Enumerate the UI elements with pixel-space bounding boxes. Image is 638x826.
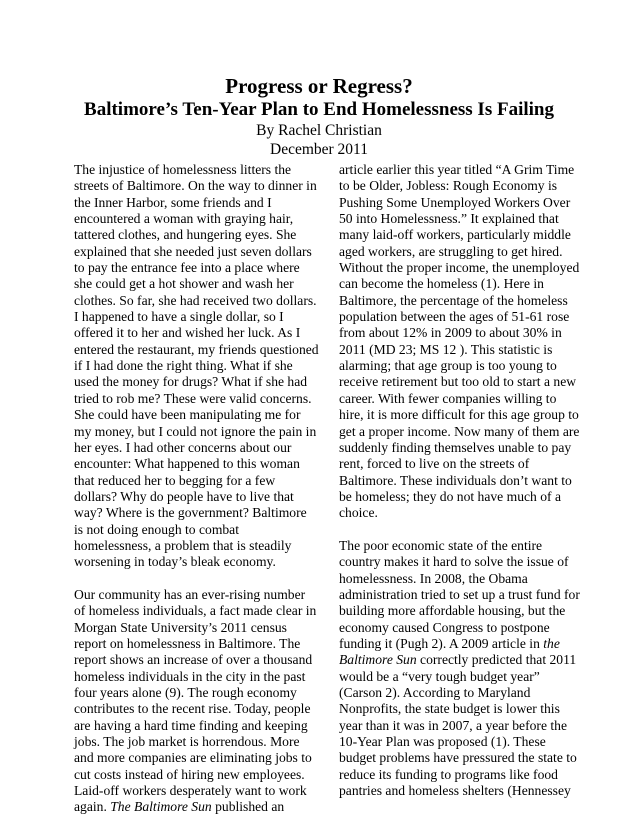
text-line: Laid-off workers desperately want to work — [74, 783, 307, 799]
text-line: 10-Year Plan was proposed (1). These — [339, 734, 546, 750]
text-line: entered the restaurant, my friends questioned — [74, 341, 319, 357]
text-line: building more affordable housing, but the — [339, 603, 566, 619]
text-line: Morgan State University’s 2011 census — [74, 619, 287, 635]
article-title: Progress or Regress? — [225, 74, 413, 98]
text-line: are having a hard time finding and keeping — [74, 717, 308, 733]
text-line: article earlier this year titled “A Grim Time — [339, 162, 575, 177]
text-line: worsening in today’s bleak economy. — [74, 554, 276, 570]
text-line: be homeless; they do not have much of a — [339, 488, 561, 504]
publication-title: The Baltimore Sun — [110, 799, 212, 815]
text-line: used the money for drugs? What if she had — [74, 374, 308, 390]
text-line: is not doing enough to combat — [74, 521, 239, 537]
text-line: suddenly finding themselves unable to pay — [339, 439, 572, 455]
text-line: streets of Baltimore. On the way to dinner in — [74, 178, 317, 194]
text-line: contributes to the recent rise. Today, people — [74, 701, 311, 717]
text-line: homelessness. In 2008, the Obama — [339, 570, 528, 586]
text-line: budget problems have pressured the state to — [339, 750, 577, 766]
text-line: tattered clothes, and hungering eyes. She — [74, 227, 297, 243]
article-byline: By Rachel Christian — [256, 122, 382, 139]
text-line: that reduced her to begging for a few — [74, 472, 276, 488]
text-line: Without the proper income, the unemployed — [339, 260, 580, 276]
text-line: She could have been manipulating me for — [74, 407, 301, 423]
text-line: economy caused Congress to postpone — [339, 619, 550, 635]
paragraph-1 — [74, 162, 319, 571]
publication-title: Baltimore Sun — [339, 652, 417, 668]
text-line: explained that she needed just seven dollars — [74, 243, 312, 259]
text-line: encounter: What happened to this woman — [74, 456, 300, 472]
text-line: report on homelessness in Baltimore. The — [74, 635, 301, 651]
text-line: if I had done the right thing. What if she — [74, 358, 293, 374]
text-line: alarming; that age group is too young to — [339, 358, 557, 374]
text-line: year than it was in 2007, a year before the — [339, 717, 567, 733]
left-column — [74, 162, 319, 816]
text-line: Pushing Some Unemployed Workers Over — [339, 194, 571, 210]
text-line: the Inner Harbor, some friends and I — [74, 194, 272, 210]
paragraph-gap — [339, 522, 571, 538]
text-line: dollars? Why do people have to live that — [74, 488, 294, 504]
text-line: offered it to her and wished her luck. As I — [74, 325, 301, 341]
text-segment: correctly predicted that 2011 — [416, 652, 577, 668]
article-subtitle: Baltimore’s Ten-Year Plan to End Homelessness Is Failing — [84, 99, 554, 120]
text-line: of homeless individuals, a fact made clear in — [74, 603, 317, 619]
text-line: tried to rob me? These were valid concerns. — [74, 390, 312, 406]
text-line: cut costs instead of hiring new employees. — [74, 766, 305, 782]
text-line: homelessness, a problem that is steadily — [74, 537, 292, 553]
text-line: (Carson 2). According to Maryland — [339, 685, 531, 700]
text-line — [74, 799, 306, 815]
text-line: encountered a woman with graying hair, — [74, 211, 294, 227]
text-line: career. With fewer companies willing to — [339, 390, 557, 406]
text-line: The injustice of homelessness litters the — [74, 162, 292, 177]
right-column — [339, 162, 580, 799]
text-line: Baltimore. These individuals don’t want to — [339, 472, 572, 488]
article-header — [0, 74, 638, 159]
text-line: country makes it hard to solve the issue of — [339, 554, 569, 570]
publication-title: the — [543, 635, 560, 651]
text-line: rent, forced to live on the streets of — [339, 456, 530, 472]
text-line: report shows an increase of over a thousand — [74, 652, 313, 668]
text-line — [339, 636, 571, 652]
text-line: hire, it is more difficult for this age group to — [339, 407, 579, 423]
text-line: get a proper income. Now many of them are — [339, 423, 580, 439]
text-line: choice. — [339, 505, 378, 521]
text-line: population between the ages of 51-61 rose — [339, 309, 570, 325]
text-line: she could get a hot shower and wash her — [74, 276, 294, 292]
text-line: jobs. The job market is horrendous. More — [74, 734, 300, 750]
text-line: way? Where is the government? Baltimore — [74, 505, 307, 521]
text-line: homeless individuals in the city in the past — [74, 668, 306, 684]
text-line: and more companies are eliminating jobs to — [74, 750, 312, 766]
text-line: clothes. So far, she had received two dollars. — [74, 292, 317, 308]
text-line: 50 into Homelessness.” It explained that — [339, 211, 559, 227]
text-line: can become the homeless (1). Here in — [339, 276, 544, 292]
text-line: would be a “very tough budget year” — [339, 668, 540, 684]
text-line: aged workers, are struggling to get hired. — [339, 243, 563, 259]
text-line: many laid-off workers, particularly middle — [339, 227, 571, 243]
text-line: to be Older, Jobless: Rough Economy is — [339, 178, 558, 194]
text-line: four years alone (9). The rough economy — [74, 685, 297, 700]
text-segment: published an — [211, 799, 285, 815]
article-date: December 2011 — [270, 141, 368, 158]
text-segment: funding it (Pugh 2). A 2009 article in — [339, 635, 544, 651]
text-line: to pay the entrance fee into a place where — [74, 260, 300, 276]
paragraph-4 — [339, 537, 580, 800]
text-line: from about 12% in 2009 to about 30% in — [339, 325, 562, 341]
text-line: I happened to have a single dollar, so I — [74, 309, 284, 325]
text-line — [339, 652, 577, 668]
text-line: Our community has an ever-rising number — [74, 586, 306, 602]
paragraph-3 — [339, 162, 580, 522]
paragraph-2 — [74, 586, 317, 816]
text-line: The poor economic state of the entire — [339, 537, 543, 553]
text-segment: again. — [74, 799, 111, 815]
paragraph-gap — [74, 571, 306, 587]
text-line: administration tried to set up a trust fund for — [339, 586, 580, 602]
text-line: reduce its funding to programs like food — [339, 766, 558, 782]
text-line: Baltimore, the percentage of the homeless — [339, 292, 568, 308]
text-line: pantries and homeless shelters (Hennessey — [339, 783, 571, 799]
text-line: her eyes. I had other concerns about our — [74, 439, 292, 455]
text-line: receive retirement but too old to start a new — [339, 374, 577, 390]
text-line: Nonprofits, the state budget is lower this — [339, 701, 560, 717]
text-line: my money, but I could not ignore the pain in — [74, 423, 317, 439]
text-line: 2011 (MD 23; MS 12 ). This statistic is — [339, 341, 553, 357]
